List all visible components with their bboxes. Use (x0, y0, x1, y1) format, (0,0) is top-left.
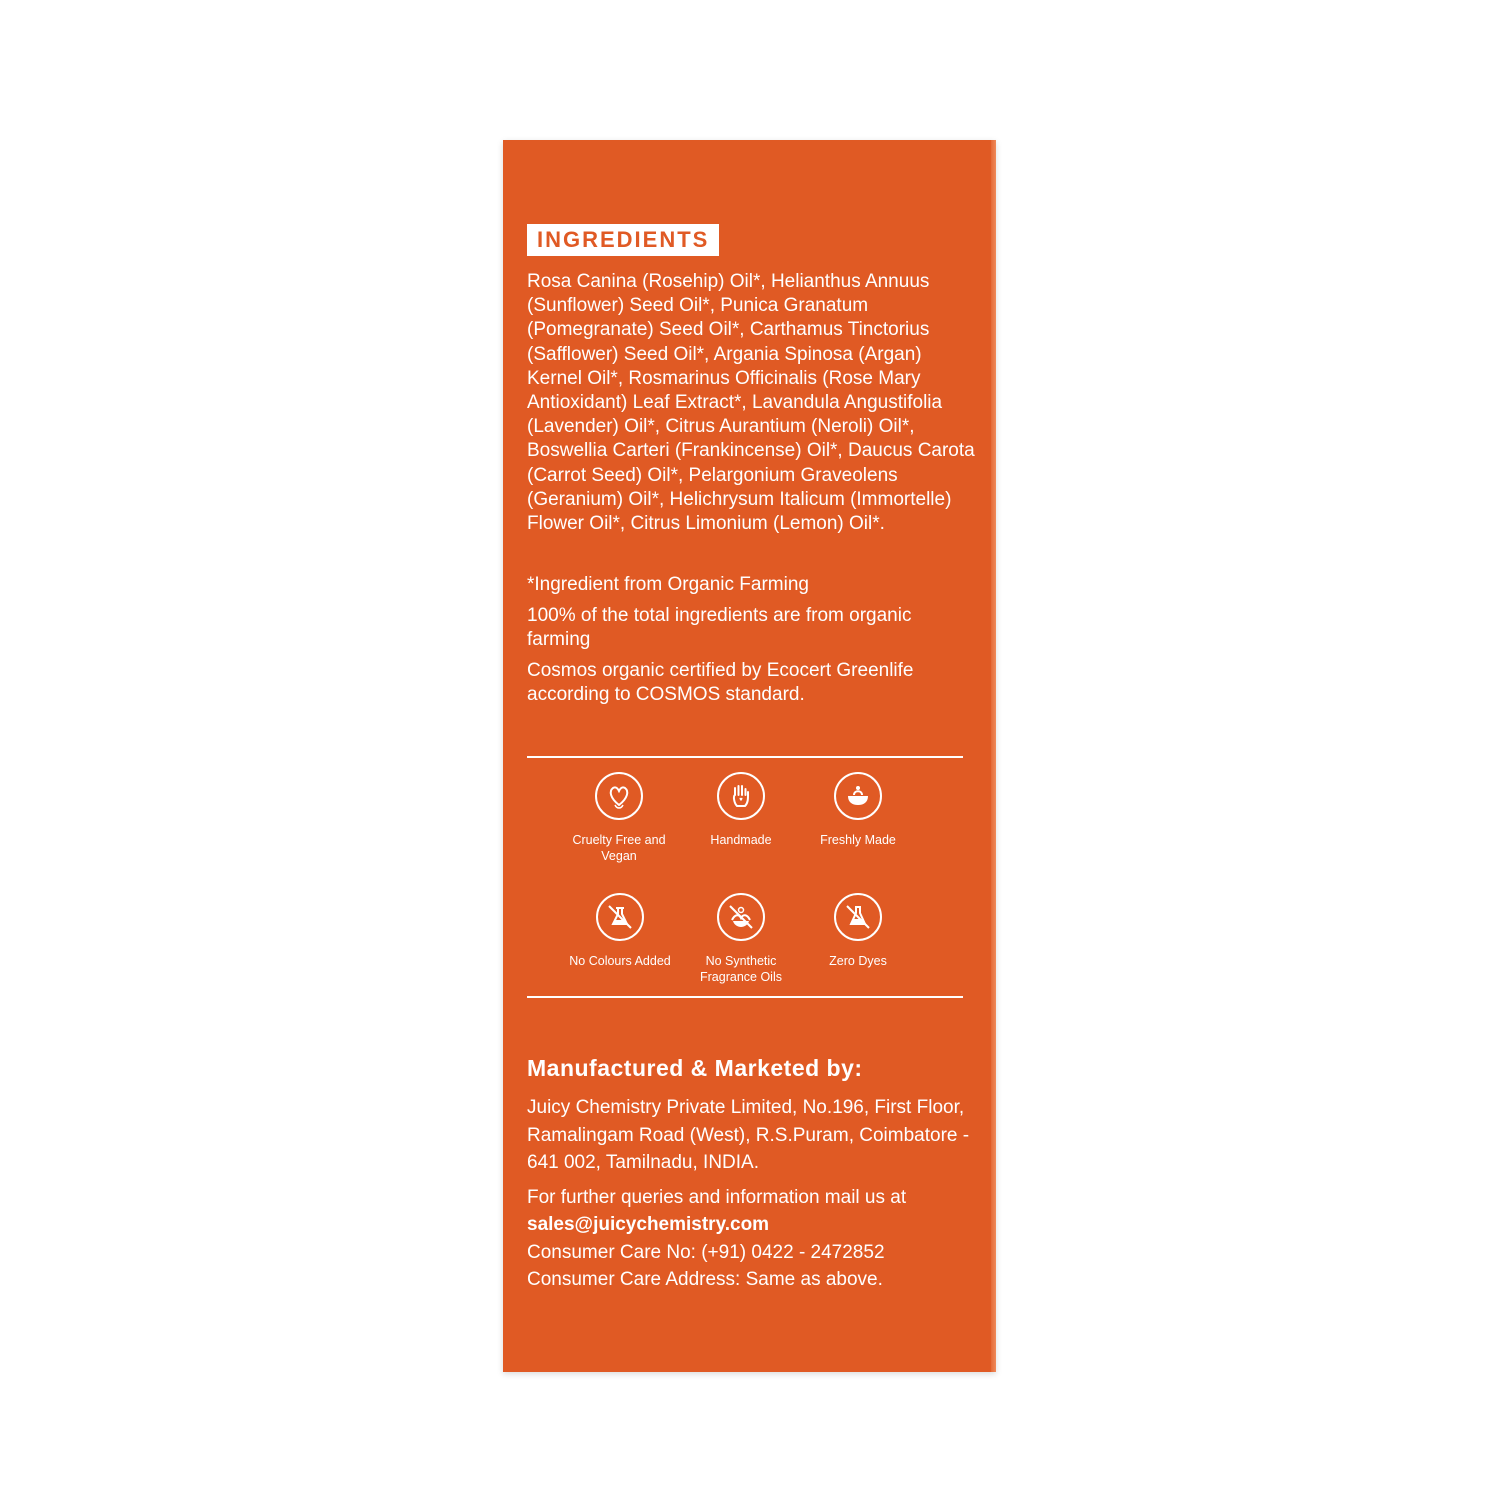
manufacturer-title: Manufactured & Marketed by: (527, 1055, 863, 1081)
badge-label: Handmade (710, 833, 772, 847)
badge-no-synthetic-fragrance (681, 893, 801, 985)
badge-no-colours (560, 893, 680, 969)
mortar-icon (834, 772, 882, 820)
divider-bottom (527, 996, 963, 998)
box-edge (991, 140, 996, 1372)
ingredients-list: Rosa Canina (Rosehip) Oil*, Helianthus Annuus (Sunflower) Seed Oil*, Punica Granatum (Pomegranate) Seed Oil*, Carthamus Tinctorius (Safflower) Seed Oil*, Argania Spinosa (Argan) Kernel Oil*, Rosmarinus Officinalis (Rose Mary Antioxidant) Leaf Extract*, Lavandula Angustifolia (Lavender) Oil*, Citrus Aurantium (Neroli) Oil*, Boswellia Carteri (Frankincense) Oil*, Daucus Carota (Carrot Seed) Oil*, Pelargonium Graveolens (Geranium) Oil*, Helichrysum Italicum (Immortelle) Flower Oil*, Citrus Limonium (Lemon) Oil*. (527, 271, 975, 535)
manufacturer-address: Juicy Chemistry Private Limited, No.196, First Floor, Ramalingam Road (West), R.S.Puram, Coimbatore - 641 002, Tamilnadu, INDIA. (527, 1097, 970, 1173)
product-box-panel (503, 140, 996, 1372)
badge-label: No Colours Added (569, 954, 671, 968)
divider-top (527, 756, 963, 758)
badge-label: No Synthetic Fragrance Oils (700, 954, 782, 984)
ingredients-heading: INGREDIENTS (527, 224, 719, 256)
badge-handmade (681, 772, 801, 848)
badge-cruelty-free (559, 772, 679, 864)
consumer-care-number: Consumer Care No: (+91) 0422 - 2472852 (527, 1242, 885, 1263)
contact-email: sales@juicychemistry.com (527, 1214, 770, 1235)
organic-note: *Ingredient from Organic Farming (527, 574, 809, 595)
hand-icon (717, 772, 765, 820)
no-dye-icon (834, 893, 882, 941)
badge-label: Zero Dyes (829, 954, 887, 968)
consumer-care-address: Consumer Care Address: Same as above. (527, 1269, 883, 1290)
query-text: For further queries and information mail us at (527, 1187, 907, 1208)
badge-zero-dyes (798, 893, 918, 969)
percent-note: 100% of the total ingredients are from organic farming (527, 605, 912, 650)
badge-freshly-made (798, 772, 918, 848)
no-colour-icon (596, 893, 644, 941)
no-fragrance-icon (717, 893, 765, 941)
bunny-heart-icon (595, 772, 643, 820)
badge-label: Cruelty Free and Vegan (572, 833, 666, 863)
badge-label: Freshly Made (820, 833, 896, 847)
certification-note: Cosmos organic certified by Ecocert Greenlife according to COSMOS standard. (527, 660, 914, 705)
